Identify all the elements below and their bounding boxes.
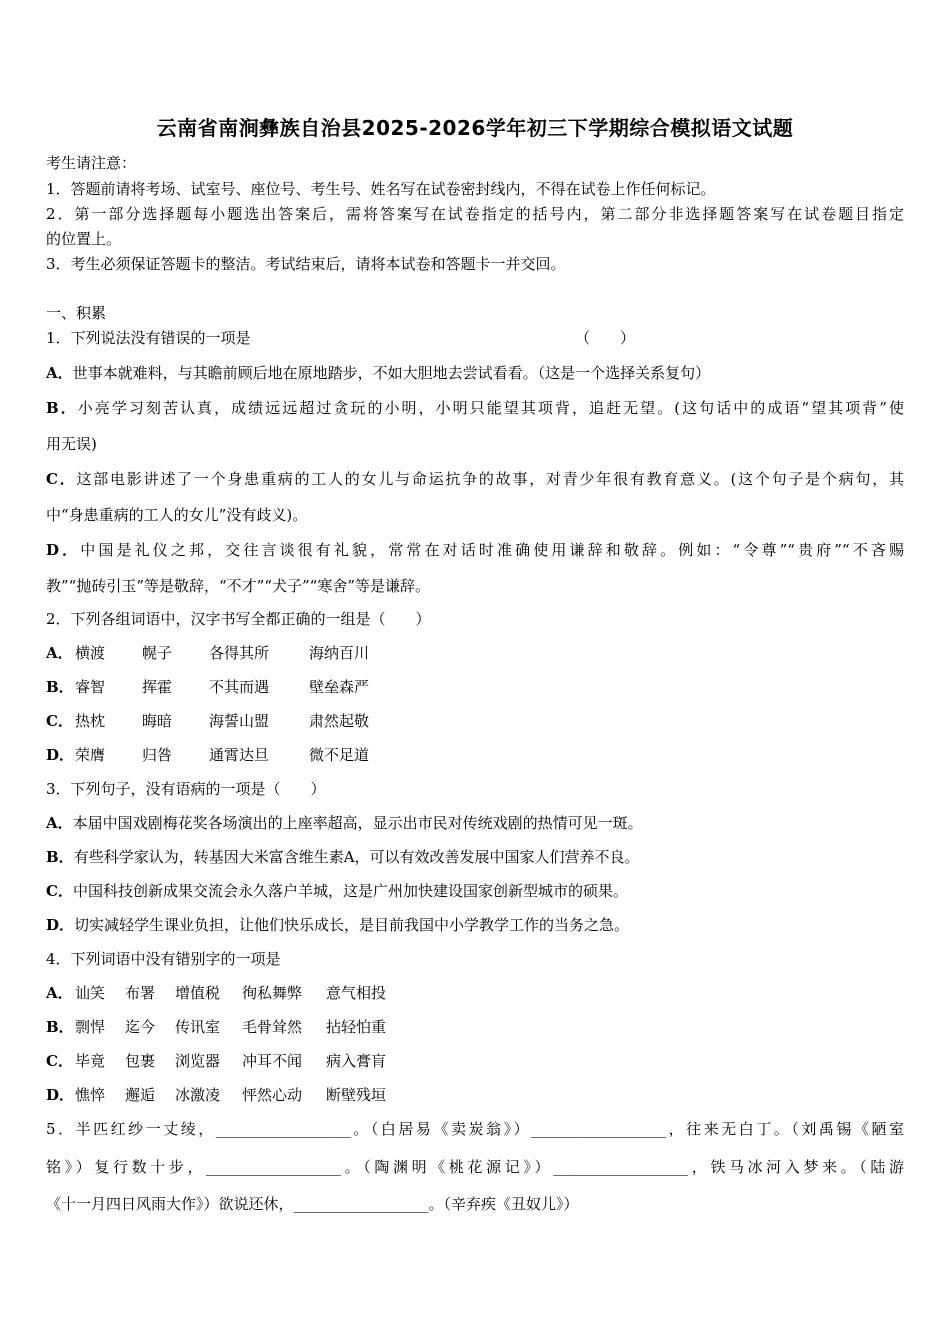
word: 病入膏肓 (326, 1052, 387, 1070)
q2-option-c (46, 710, 369, 731)
q1-stem: 1．下列说法没有错误的一项是 (46, 329, 251, 347)
option-text: 世事本就难料，与其瞻前顾后地在原地踏步，不如大胆地去尝试看看。（这是一个选择关系复句） (72, 364, 711, 382)
word: 荣膺 (75, 746, 106, 764)
q1-option-d (46, 539, 904, 560)
word: 憔悴 (75, 1086, 106, 1104)
option-text: 中国是礼仪之邦，交往言谈很有礼貌，常常在对话时准确使用谦辞和敬辞。例如：“令尊”“贵府”“不吝赐 (80, 541, 904, 559)
word: 增值税 (175, 984, 221, 1002)
word: 各得其所 (209, 644, 270, 662)
word: 毛骨耸然 (242, 1018, 303, 1036)
word: 包裹 (125, 1052, 156, 1070)
word: 冲耳不闻 (242, 1052, 303, 1070)
word: 挥霍 (142, 678, 173, 696)
q1-option-a (46, 362, 710, 383)
word: 意气相投 (326, 984, 387, 1002)
section-heading: 一、积累 (46, 304, 107, 322)
q3-option-d (46, 914, 629, 935)
word: 浏览器 (175, 1052, 221, 1070)
q4-option-d (46, 1084, 386, 1105)
option-text: 有些科学家认为，转基因大米富含维生素A，可以有效改善发展中国家人们营养不良。 (73, 848, 640, 866)
q1-answer-paren: （ ） (575, 329, 636, 347)
word: 拈轻怕重 (326, 1018, 387, 1036)
word: 邂逅 (125, 1086, 156, 1104)
option-text: 切实减轻学生课业负担，让他们快乐成长，是目前我国中小学教学工作的当务之急。 (74, 916, 630, 934)
option-text: 中国科技创新成果交流会永久落户羊城，这是广州加快建设国家创新型城市的硕果。 (72, 882, 628, 900)
q1-option-b (46, 397, 904, 418)
word: 肃然起敬 (309, 712, 370, 730)
q1-option-c (46, 468, 904, 489)
option-label: C． (46, 882, 73, 900)
word: 毕竟 (75, 1052, 106, 1070)
q4-stem: 4．下列词语中没有错别字的一项是 (46, 950, 281, 968)
option-label: D． (46, 916, 75, 934)
q3-option-b (46, 846, 640, 867)
word: 归咎 (142, 746, 173, 764)
notice-heading: 考生请注意： (46, 154, 137, 172)
q4-option-a (46, 982, 386, 1003)
word: 幌子 (142, 644, 173, 662)
q2-option-d (46, 744, 369, 765)
option-label: C． (46, 470, 77, 488)
notice-item: 的位置上。 (46, 230, 122, 248)
q4-option-b (46, 1016, 386, 1037)
option-label: D． (46, 1086, 75, 1104)
word: 迄今 (125, 1018, 156, 1036)
notice-item: 3．考生必须保证答题卡的整洁。考试结束后，请将本试卷和答题卡一并交回。 (46, 255, 566, 273)
option-label: A． (46, 644, 73, 662)
option-text: 这部电影讲述了一个身患重病的工人的女儿与命运抗争的故事，对青少年很有教育意义。(这个句子是个病句，其 (76, 470, 904, 488)
option-text: 小亮学习刻苦认真，成绩远远超过贪玩的小明，小明只能望其项背，追赶无望。(这句话中的成语“望其项背”使 (77, 399, 904, 417)
q2-stem: 2．下列各组词语中，汉字书写全都正确的一组是（ ） (46, 610, 431, 628)
word: 不其而遇 (209, 678, 270, 696)
option-label: A． (46, 984, 73, 1002)
option-label: D． (46, 541, 81, 559)
word: 徇私舞弊 (242, 984, 303, 1002)
q3-option-a (46, 812, 643, 833)
q3-option-c (46, 880, 628, 901)
q5-line: 铭》）复行数十步，__________________。（陶渊明《桃花源记》）__________________，铁马冰河入梦来。（陆游 (46, 1158, 904, 1176)
option-label: A． (46, 364, 73, 382)
option-label: B． (46, 1018, 74, 1036)
q5-line: 5．半匹红纱一丈绫，__________________。（白居易《卖炭翁》）__________________，往来无白丁。（刘禹锡《陋室 (46, 1120, 904, 1138)
word: 微不足道 (309, 746, 370, 764)
option-label: B． (46, 848, 74, 866)
word: 通霄达旦 (209, 746, 270, 764)
notice-item: 2．第一部分选择题每小题选出答案后，需将答案写在试卷指定的括号内，第二部分非选择题答案写在试卷题目指定 (46, 205, 904, 223)
q1-option-b-cont: 用无误) (46, 435, 97, 453)
option-label: A． (46, 814, 73, 832)
q4-option-c (46, 1050, 386, 1071)
option-text: 本届中国戏剧梅花奖各场演出的上座率超高，显示出市民对传统戏剧的热情可见一斑。 (72, 814, 643, 832)
word: 冰激凌 (175, 1086, 221, 1104)
word: 晦暗 (142, 712, 173, 730)
word: 剽悍 (75, 1018, 106, 1036)
word: 睿智 (75, 678, 106, 696)
option-label: D． (46, 746, 75, 764)
word: 横渡 (75, 644, 106, 662)
q2-option-b (46, 676, 369, 697)
option-label: C． (46, 1052, 73, 1070)
word: 海纳百川 (309, 644, 370, 662)
word: 布署 (125, 984, 156, 1002)
q1-option-c-cont: 中“身患重病的工人的女儿”没有歧义)。 (46, 506, 308, 524)
word: 断壁残垣 (326, 1086, 387, 1104)
word: 讪笑 (75, 984, 106, 1002)
option-label: B． (46, 399, 78, 417)
page-title: 云南省南涧彝族自治县2025-2026学年初三下学期综合模拟语文试题 (156, 116, 794, 140)
word: 怦然心动 (242, 1086, 303, 1104)
q3-stem: 3．下列句子，没有语病的一项是（ ） (46, 780, 326, 798)
word: 海誓山盟 (209, 712, 270, 730)
q2-option-a (46, 642, 369, 663)
word: 壁垒森严 (309, 678, 370, 696)
option-label: B． (46, 678, 74, 696)
notice-item: 1．答题前请将考场、试室号、座位号、考生号、姓名写在试卷密封线内，不得在试卷上作任何标记。 (46, 180, 716, 198)
q5-line: 《十一月四日风雨大作》）欲说还休，__________________。（辛弃疾《丑奴儿》） (46, 1195, 579, 1213)
option-label: C． (46, 712, 73, 730)
word: 传讯室 (175, 1018, 221, 1036)
q1-option-d-cont: 教”“抛砖引玉”等是敬辞，“不才”“犬子”“寒舍”等是谦辞。 (46, 577, 431, 595)
word: 热枕 (75, 712, 106, 730)
